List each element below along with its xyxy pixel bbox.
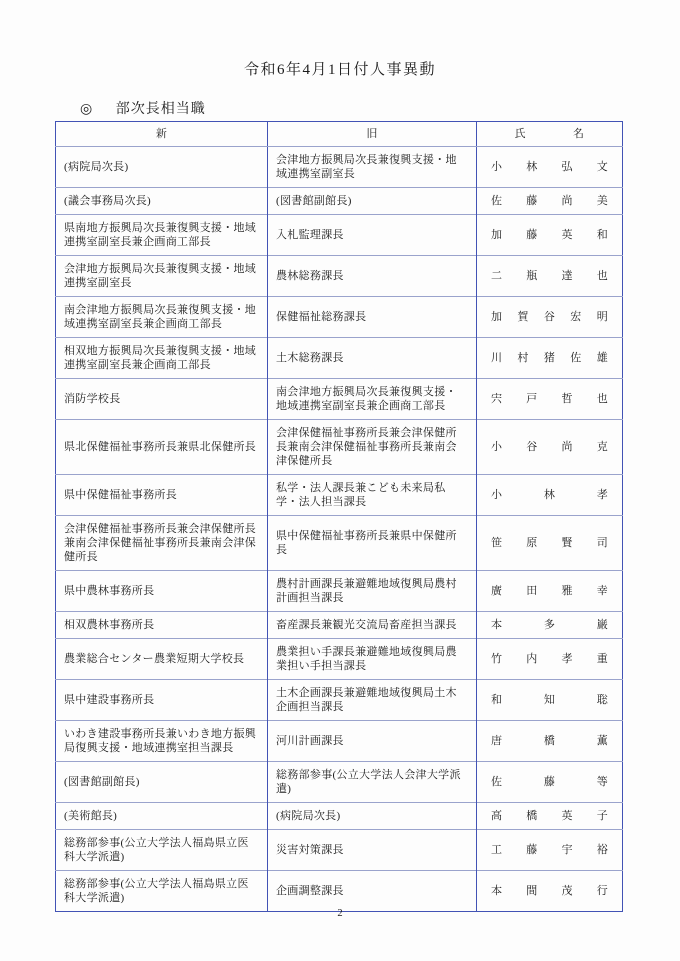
- table-row: [56, 147, 623, 188]
- table-row: [56, 475, 623, 516]
- section-marker-icon: ◎: [80, 102, 94, 117]
- table-row: [56, 762, 623, 803]
- table-row: [56, 516, 623, 571]
- cell-old-position: 農林総務課長: [268, 256, 477, 297]
- cell-new-position: 県中建設事務所長: [56, 680, 268, 721]
- cell-person-name: 小 林 孝: [477, 475, 623, 516]
- cell-old-position: (病院局次長): [268, 803, 477, 830]
- cell-person-name: 小 林 弘 文: [477, 147, 623, 188]
- cell-old-position: (図書館副館長): [268, 188, 477, 215]
- cell-new-position: 県中保健福祉事務所長: [56, 475, 268, 516]
- column-header-name-left: 氏: [514, 128, 526, 140]
- cell-old-position: 河川計画課長: [268, 721, 477, 762]
- cell-new-position: 会津保健福祉事務所長兼会津保健所長兼南会津保健福祉事務所長兼南会津保健所長: [56, 516, 268, 571]
- cell-new-position: 県北保健福祉事務所長兼県北保健所長: [56, 420, 268, 475]
- cell-old-position: 保健福祉総務課長: [268, 297, 477, 338]
- column-header-old: 旧: [268, 122, 477, 147]
- table-row: [56, 256, 623, 297]
- cell-person-name: 本 多 巌: [477, 612, 623, 639]
- cell-person-name: 高 橋 英 子: [477, 803, 623, 830]
- cell-person-name: 和 知 聡: [477, 680, 623, 721]
- cell-person-name: 竹 内 孝 重: [477, 639, 623, 680]
- cell-new-position: (図書館副館長): [56, 762, 268, 803]
- cell-old-position: 土木企画課長兼避難地域復興局土木企画担当課長: [268, 680, 477, 721]
- cell-person-name: 佐 藤 尚 美: [477, 188, 623, 215]
- cell-new-position: 県中農林事務所長: [56, 571, 268, 612]
- section-heading: 部次長相当職: [115, 102, 206, 117]
- section-heading-line: [80, 98, 206, 118]
- column-header-new: 新: [56, 122, 268, 147]
- personnel-table: [55, 121, 623, 912]
- table-row: [56, 721, 623, 762]
- cell-old-position: 南会津地方振興局次長兼復興支援・地域連携室副室長兼企画商工部長: [268, 379, 477, 420]
- table-row: [56, 680, 623, 721]
- table-row: [56, 639, 623, 680]
- cell-person-name: 小 谷 尚 克: [477, 420, 623, 475]
- table-row: [56, 571, 623, 612]
- cell-old-position: 総務部参事(公立大学法人会津大学派遣): [268, 762, 477, 803]
- cell-new-position: 県南地方振興局次長兼復興支援・地域連携室副室長兼企画商工部長: [56, 215, 268, 256]
- table-row: [56, 379, 623, 420]
- cell-person-name: 川 村 猪 佐 雄: [477, 338, 623, 379]
- cell-old-position: 農村計画課長兼避難地域復興局農村計画担当課長: [268, 571, 477, 612]
- cell-new-position: (議会事務局次長): [56, 188, 268, 215]
- table-header-row: [56, 122, 623, 147]
- cell-new-position: (美術館長): [56, 803, 268, 830]
- table-row: [56, 338, 623, 379]
- table-row: [56, 803, 623, 830]
- cell-person-name: 加 賀 谷 宏 明: [477, 297, 623, 338]
- cell-new-position: 総務部参事(公立大学法人福島県立医科大学派遣): [56, 830, 268, 871]
- cell-person-name: 二 瓶 達 也: [477, 256, 623, 297]
- cell-person-name: 加 藤 英 和: [477, 215, 623, 256]
- cell-person-name: 工 藤 宇 裕: [477, 830, 623, 871]
- cell-person-name: 本 間 茂 行: [477, 871, 623, 912]
- cell-new-position: 相双地方振興局次長兼復興支援・地域連携室副室長兼企画商工部長: [56, 338, 268, 379]
- cell-old-position: 入札監理課長: [268, 215, 477, 256]
- cell-new-position: 会津地方振興局次長兼復興支援・地域連携室副室長: [56, 256, 268, 297]
- cell-new-position: 消防学校長: [56, 379, 268, 420]
- cell-old-position: 農業担い手課長兼避難地域復興局農業担い手担当課長: [268, 639, 477, 680]
- table-row: [56, 188, 623, 215]
- cell-new-position: 総務部参事(公立大学法人福島県立医科大学派遣): [56, 871, 268, 912]
- cell-old-position: 県中保健福祉事務所長兼県中保健所長: [268, 516, 477, 571]
- cell-new-position: 相双農林事務所長: [56, 612, 268, 639]
- table-row: [56, 830, 623, 871]
- cell-old-position: 土木総務課長: [268, 338, 477, 379]
- table-row: [56, 297, 623, 338]
- cell-new-position: (病院局次長): [64, 161, 129, 173]
- cell-new-position: 南会津地方振興局次長兼復興支援・地域連携室副室長兼企画商工部長: [56, 297, 268, 338]
- column-header-name: [477, 122, 623, 147]
- cell-new-position: いわき建設事務所長兼いわき地方振興局復興支援・地域連携室担当課長: [56, 721, 268, 762]
- cell-person-name: 廣 田 雅 幸: [477, 571, 623, 612]
- cell-person-name: 宍 戸 哲 也: [477, 379, 623, 420]
- cell-old-position: 災害対策課長: [268, 830, 477, 871]
- cell-person-name: 佐 藤 等: [477, 762, 623, 803]
- page-number: 2: [337, 908, 343, 919]
- cell-old-position: 私学・法人課長兼こども未来局私学・法人担当課長: [268, 475, 477, 516]
- table-row: [56, 215, 623, 256]
- cell-old-position: 会津地方振興局次長兼復興支援・地域連携室副室長: [268, 147, 477, 188]
- table-row: [56, 612, 623, 639]
- page-title: 令和6年4月1日付人事異動: [243, 62, 436, 78]
- cell-person-name: 笹 原 賢 司: [477, 516, 623, 571]
- column-header-name-right: 名: [573, 128, 585, 140]
- table-row: [56, 420, 623, 475]
- cell-old-position: 企画調整課長: [268, 871, 477, 912]
- table-row: [56, 871, 623, 912]
- cell-old-position: 会津保健福祉事務所長兼会津保健所長兼南会津保健福祉事務所長兼南会津保健所長: [268, 420, 477, 475]
- cell-old-position: 畜産課長兼観光交流局畜産担当課長: [268, 612, 477, 639]
- cell-new-position: 農業総合センター農業短期大学校長: [56, 639, 268, 680]
- cell-person-name: 唐 橋 薫: [477, 721, 623, 762]
